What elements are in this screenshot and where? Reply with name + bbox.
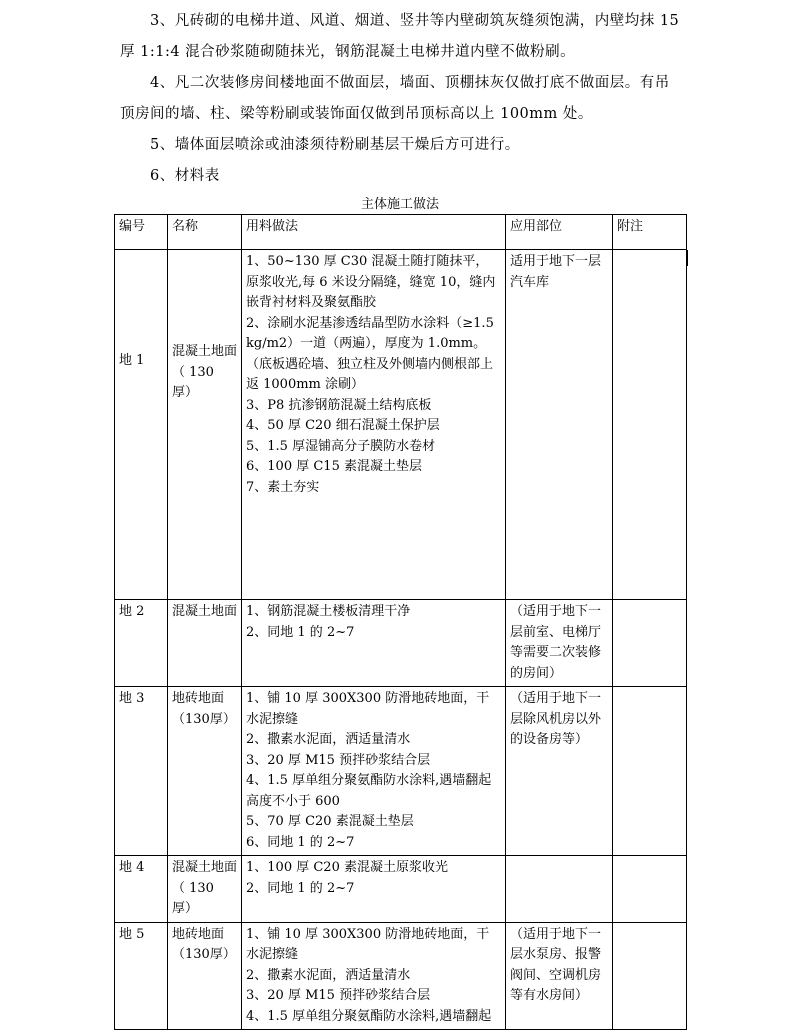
method-line: 1、铺 10 厚 300X300 防滑地砖地面，干水泥擦缝	[246, 926, 490, 962]
row-method	[242, 250, 506, 600]
table-row	[115, 687, 687, 856]
method-line: 1、50~130 厚 C30 混凝土随打随抹平，原浆收光,每 6 米设分隔缝，缝宽 10，缝内嵌背衬材料及聚氨酯胶	[246, 254, 496, 310]
header-code: 编号	[115, 215, 168, 250]
row-name: 地砖地面（130厚）	[168, 922, 242, 1030]
text-cursor	[687, 250, 688, 266]
materials-table	[114, 214, 687, 1030]
row-note	[613, 856, 687, 923]
method-line: 3、P8 抗渗钢筋混凝土结构底板	[246, 397, 432, 413]
row-note	[613, 922, 687, 1030]
method-line: 3、20 厚 M15 预拌砂浆结合层	[246, 988, 431, 1003]
method-line: 2、涂刷水泥基渗透结晶型防水涂料（≥1.5kg/m2）一道（两遍），厚度为 1.0mm。（底板遇砼墙、独立柱及外侧墙内侧根部上返 1000mm 涂刷）	[246, 315, 494, 392]
method-line: 2、撒素水泥面，洒适量清水	[246, 732, 411, 747]
row-name: 混凝土地面	[168, 600, 242, 687]
row-method	[242, 922, 506, 1030]
row-code: 地 5	[115, 922, 168, 1030]
method-line: 1、钢筋混凝土楼板清理干净	[246, 604, 411, 619]
paragraph-6-text: 6、材料表	[150, 168, 220, 184]
row-method	[242, 687, 506, 856]
method-line: 2、同地 1 的 2~7	[246, 624, 355, 640]
method-line: 3、20 厚 M15 预拌砂浆结合层	[246, 752, 431, 768]
paragraph-4-text: 4、凡二次装修房间楼地面不做面层，墙面、顶棚抹灰仅做打底不做面层。有吊顶房间的墙、柱、梁等粉刷或装饰面仅做到吊顶标高以上 100mm 处。	[120, 75, 670, 122]
row-code: 地 3	[115, 687, 168, 856]
method-line: 5、70 厚 C20 素混凝土垫层	[246, 814, 414, 829]
table-row	[115, 250, 687, 600]
method-line: 6、同地 1 的 2~7	[246, 834, 355, 850]
paragraph-3	[120, 6, 680, 68]
table-row	[115, 600, 687, 687]
method-line: 4、1.5 厚单组分聚氨酯防水涂料,遇墙翻起	[246, 1008, 492, 1024]
row-name: 地砖地面（130厚）	[168, 687, 242, 856]
method-line: 2、同地 1 的 2~7	[246, 880, 355, 896]
paragraph-4	[120, 68, 680, 130]
paragraph-6	[120, 161, 680, 192]
row-location: （适用于地下一层水泵房、报警阀间、空调机房等有水房间）	[506, 922, 613, 1030]
row-location: （适用于地下一层前室、电梯厅等需要二次装修的房间）	[506, 600, 613, 687]
row-name: 混凝土地面（ 130 厚）	[168, 250, 242, 600]
method-line: 4、1.5 厚单组分聚氨酯防水涂料,遇墙翻起高度不小于 600	[246, 773, 492, 809]
method-line: 6、100 厚 C15 素混凝土垫层	[246, 459, 422, 474]
row-code: 地 2	[115, 600, 168, 687]
row-note	[613, 600, 687, 687]
row-code: 地 1	[115, 250, 168, 600]
method-line: 2、撒素水泥面，洒适量清水	[246, 967, 411, 983]
header-name: 名称	[168, 215, 242, 250]
row-code: 地 4	[115, 856, 168, 923]
method-line: 1、铺 10 厚 300X300 防滑地砖地面，干水泥擦缝	[246, 691, 490, 727]
table-row	[115, 856, 687, 923]
paragraph-3-text: 3、凡砖砌的电梯井道、风道、烟道、竖井等内壁砌筑灰缝须饱满，内壁均抹 15 厚 1:1:4 混合砂浆随砌随抹光，钢筋混凝土电梯井道内壁不做粉刷。	[120, 13, 680, 60]
row-note	[613, 687, 687, 856]
table-header-row	[115, 215, 687, 250]
method-line: 5、1.5 厚湿铺高分子膜防水卷材	[246, 438, 436, 454]
header-method: 用料做法	[242, 215, 506, 250]
row-location: 适用于地下一层汽车库	[506, 250, 613, 600]
row-note	[613, 250, 687, 600]
row-method	[242, 856, 506, 923]
header-note: 附注	[613, 215, 687, 250]
row-method	[242, 600, 506, 687]
table-row	[115, 922, 687, 1030]
row-location: （适用于地下一层除风机房以外的设备房等）	[506, 687, 613, 856]
table-caption: 主体施工做法	[360, 197, 439, 212]
paragraph-5	[120, 130, 680, 161]
header-location: 应用部位	[506, 215, 613, 250]
method-line: 4、50 厚 C20 细石混凝土保护层	[246, 418, 440, 433]
method-line: 1、100 厚 C20 素混凝土原浆收光	[246, 860, 448, 875]
row-name: 混凝土地面（ 130 厚）	[168, 856, 242, 923]
paragraph-5-text: 5、墙体面层喷涂或油漆须待粉刷基层干燥后方可进行。	[150, 137, 520, 153]
method-line: 7、素土夯实	[246, 479, 320, 495]
row-location	[506, 856, 613, 923]
